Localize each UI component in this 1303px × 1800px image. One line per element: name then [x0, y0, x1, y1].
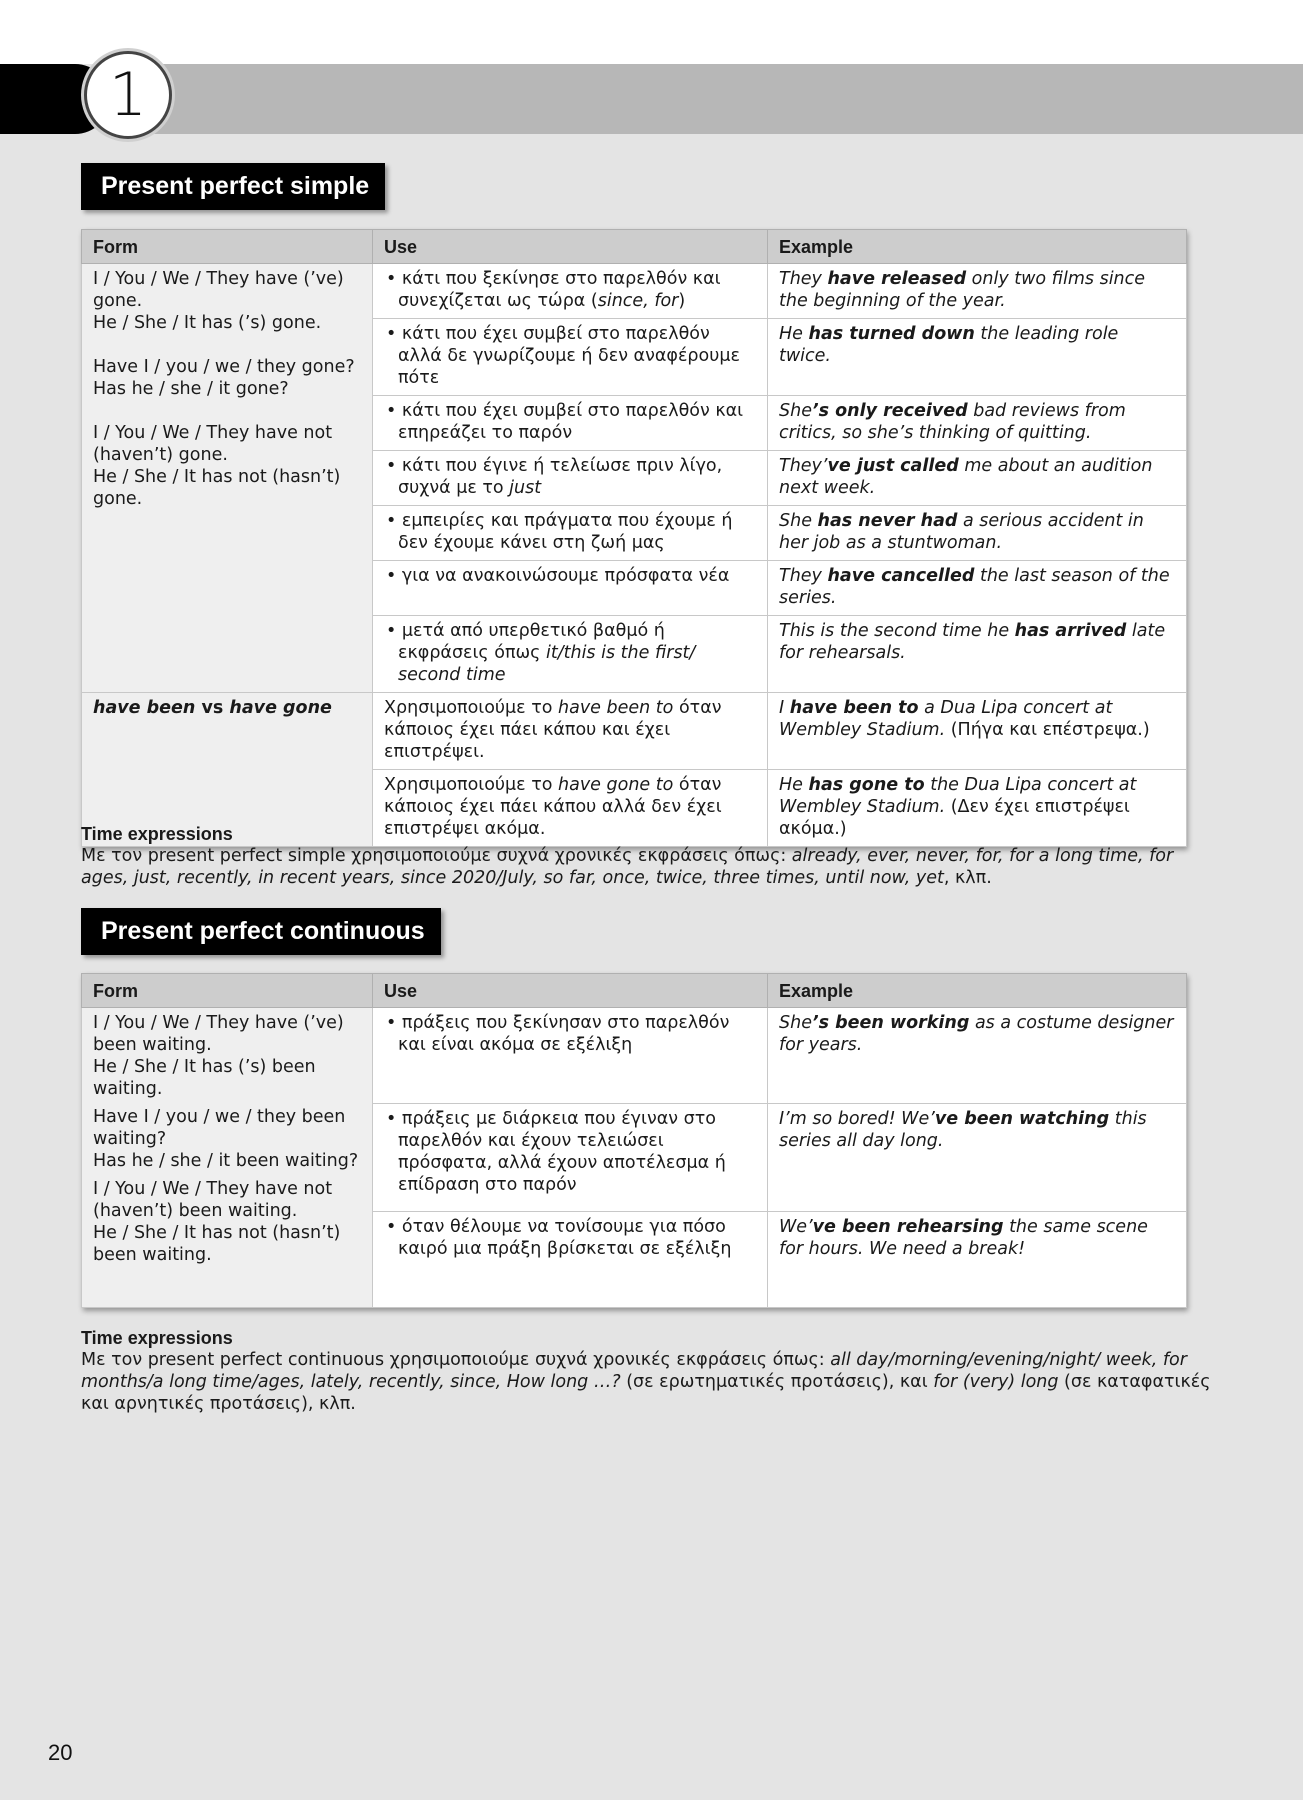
example-cell: He has turned down the leading role twice. [768, 319, 1187, 396]
form-line: I / You / We / They have (’ve) been waiting. [93, 1013, 344, 1055]
use-cell: • πράξεις με διάρκεια που έγιναν στο παρελθόν και έχουν τελειώσει πρόσφατα, αλλά έχουν αποτέλεσμα ή επίδραση στο παρόν [373, 1104, 768, 1212]
header-form: Form [82, 974, 373, 1008]
example-cell: I have been to a Dua Lipa concert at Wembley Stadium. (Πήγα και επέστρεψα.) [768, 693, 1187, 770]
form-line: I / You / We / They have not (haven’t) been waiting. [93, 1179, 333, 1221]
use-cell: • κάτι που έχει συμβεί στο παρελθόν αλλά δε γνωρίζουμε ή δεν αναφέρουμε πότε [373, 319, 768, 396]
example-cell: She’s only received bad reviews from critics, so she’s thinking of quitting. [768, 396, 1187, 451]
use-cell: • πράξεις που ξεκίνησαν στο παρελθόν και είναι ακόμα σε εξέλιξη [373, 1008, 768, 1104]
time-expressions-text: Με τον present perfect simple χρησιμοποιούμε συχνά χρονικές εκφράσεις όπως: already, ever, never, for, for a long time, for ages, just, recently, in recent years, since 2020/July, so far, once, twice, three times, until now, yet, κλπ. [81, 846, 1174, 888]
table-header-row [82, 974, 1187, 1008]
use-cell: • μετά από υπερθετικό βαθμό ή εκφράσεις όπως it/this is the first/ second time [373, 616, 768, 693]
table-row [82, 693, 1187, 770]
header-use: Use [373, 230, 768, 264]
form-line: Have I / you / we / they been waiting? [93, 1107, 346, 1149]
use-cell: • κάτι που ξεκίνησε στο παρελθόν και συνεχίζεται ως τώρα (since, for) [373, 264, 768, 319]
use-cell: • όταν θέλουμε να τονίσουμε για πόσο καιρό μια πράξη βρίσκεται σε εξέλιξη [373, 1212, 768, 1308]
use-cell: Χρησιμοποιούμε το have gone to όταν κάποιος έχει πάει κάπου αλλά δεν έχει επιστρέψει ακόμα. [373, 770, 768, 847]
continuous-grammar-table [81, 973, 1186, 1308]
form-line: He / She / It has not (hasn’t) gone. [93, 467, 341, 509]
section-heading-simple: Present perfect simple [81, 163, 385, 210]
form-line: I / You / We / They have (’ve) gone. [93, 269, 344, 311]
form-line: Has he / she / it been waiting? [93, 1151, 359, 1171]
time-expressions-title: Time expressions [81, 1328, 233, 1348]
use-cell: • κάτι που έγινε ή τελείωσε πριν λίγο, συχνά με το just [373, 451, 768, 506]
example-cell: They’ve just called me about an audition next week. [768, 451, 1187, 506]
header-bar [150, 64, 1303, 134]
form-line: He / She / It has not (hasn’t) been waiting. [93, 1223, 341, 1265]
use-cell: Χρησιμοποιούμε το have been to όταν κάποιος έχει πάει κάπου και έχει επιστρέψει. [373, 693, 768, 770]
simple-grammar-table [81, 229, 1186, 847]
time-expressions-text: Με τον present perfect continuous χρησιμοποιούμε συχνά χρονικές εκφράσεις όπως: all day/morning/evening/night/ week, for months/a long time/ages, lately, recently, since, How long …? (σε ερωτηματικές προτάσεις), και for (very) long (σε καταφατικές και αρνητικές προτάσεις), κλπ. [81, 1350, 1211, 1414]
top-margin [0, 0, 1303, 64]
header-use: Use [373, 974, 768, 1008]
section-heading-continuous: Present perfect continuous [81, 908, 441, 955]
time-expressions-continuous [81, 1327, 1211, 1415]
example-cell: I’m so bored! We’ve been watching this series all day long. [768, 1104, 1187, 1212]
header-example: Example [768, 230, 1187, 264]
time-expressions-simple [81, 823, 1211, 889]
header-example: Example [768, 974, 1187, 1008]
example-cell: They have cancelled the last season of the series. [768, 561, 1187, 616]
form-line: He / She / It has (’s) been waiting. [93, 1057, 316, 1099]
example-cell: They have released only two films since the beginning of the year. [768, 264, 1187, 319]
form-cell-been-gone: have been vs have gone [82, 693, 373, 847]
form-line: He / She / It has (’s) gone. [93, 313, 322, 333]
table-row [82, 1008, 1187, 1104]
use-cell: • κάτι που έχει συμβεί στο παρελθόν και επηρεάζει το παρόν [373, 396, 768, 451]
form-line: Has he / she / it gone? [93, 379, 289, 399]
form-line: Have I / you / we / they gone? [93, 357, 355, 377]
use-cell: • εμπειρίες και πράγματα που έχουμε ή δεν έχουμε κάνει στη ζωή μας [373, 506, 768, 561]
example-cell: She’s been working as a costume designer for years. [768, 1008, 1187, 1104]
example-cell: He has gone to the Dua Lipa concert at Wembley Stadium. (Δεν έχει επιστρέψει ακόμα.) [768, 770, 1187, 847]
table-header-row [82, 230, 1187, 264]
page-number: 20 [48, 1740, 73, 1765]
use-cell: • για να ανακοινώσουμε πρόσφατα νέα [373, 561, 768, 616]
form-cell [82, 1008, 373, 1308]
unit-number-badge: 1 [84, 51, 172, 139]
example-cell: This is the second time he has arrived late for rehearsals. [768, 616, 1187, 693]
time-expressions-title: Time expressions [81, 824, 233, 844]
example-cell: She has never had a serious accident in her job as a stuntwoman. [768, 506, 1187, 561]
form-line: I / You / We / They have not (haven’t) gone. [93, 423, 333, 465]
example-cell: We’ve been rehearsing the same scene for hours. We need a break! [768, 1212, 1187, 1308]
table-row [82, 264, 1187, 319]
header-form: Form [82, 230, 373, 264]
form-cell [82, 264, 373, 693]
